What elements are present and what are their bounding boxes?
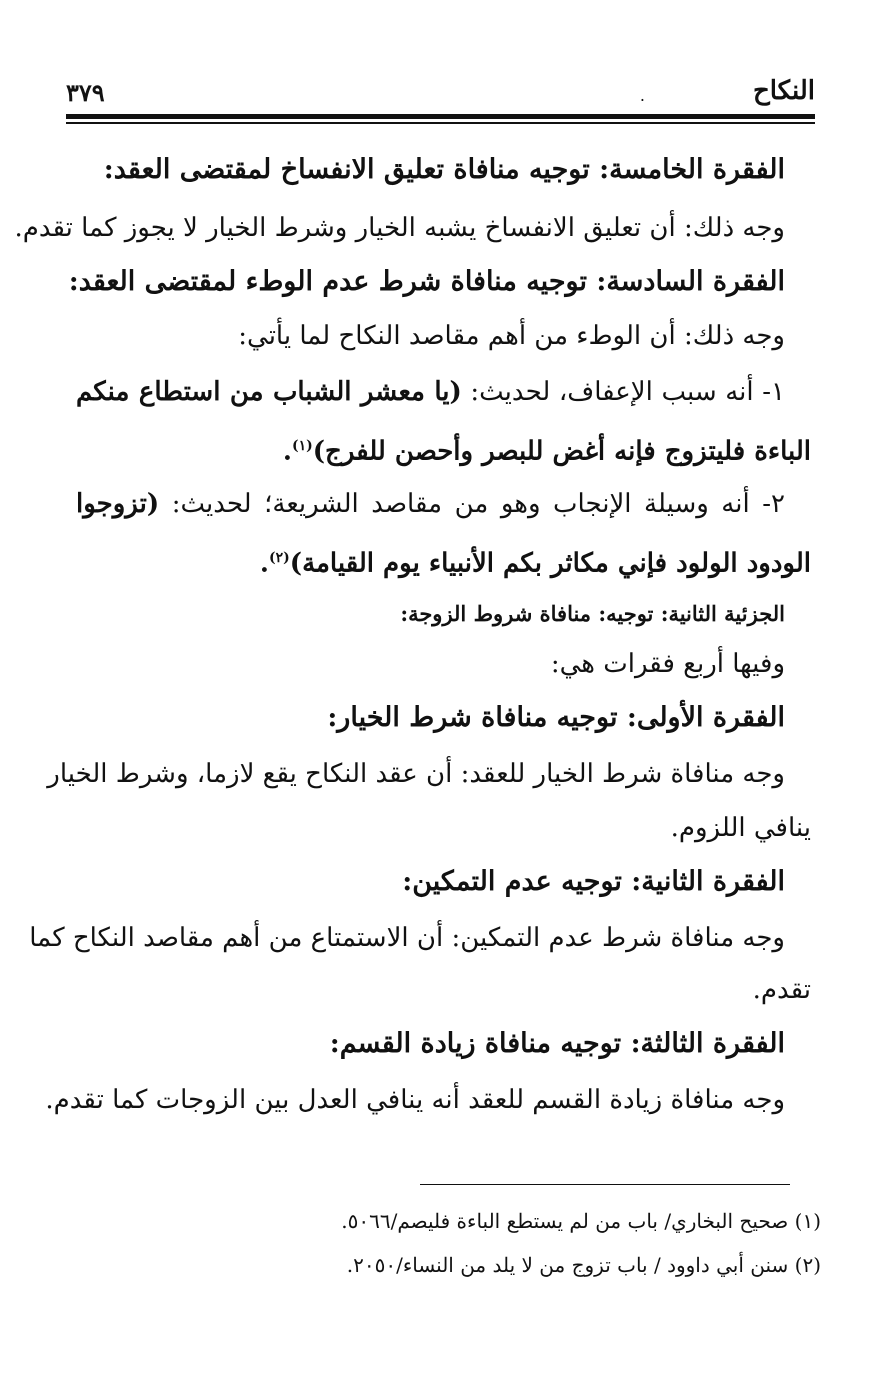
body-line: ينافي اللزوم. [670, 813, 811, 843]
body-line: وجه منافاة شرط الخيار للعقد: أن عقد النكاح يقع لازما، وشرط الخيار [47, 759, 785, 789]
heading-fifth-paragraph: الفقرة الخامسة: توجيه منافاة تعليق الانفساخ لمقتضى العقد: [103, 154, 785, 185]
period: . [282, 436, 292, 467]
footnote-ref-2[interactable]: (٢) [268, 550, 290, 566]
header-dot: . [639, 86, 645, 105]
body-line: وفيها أربع فقرات هي: [550, 649, 785, 679]
page-number: ٣٧٩ [66, 78, 105, 107]
list-item-1 [76, 372, 785, 412]
footnote-separator [420, 1184, 790, 1185]
list-item-2 [76, 484, 785, 524]
list-item-2-text: ٢- أنه وسيلة الإنجاب وهو من مقاصد الشريعة؛ لحديث: [171, 489, 785, 519]
footnote-1: (١) صحيح البخاري/ باب من لم يستطع الباءة فليصم/٥٠٦٦. [341, 1209, 821, 1233]
footnote-ref-1[interactable]: (١) [291, 438, 313, 454]
page-header [66, 76, 815, 112]
subsection-heading: الجزئية الثانية: توجيه: منافاة شروط الزوجة: [400, 601, 785, 626]
body-line: وجه منافاة زيادة القسم للعقد أنه ينافي العدل بين الزوجات كما تقدم. [45, 1085, 785, 1115]
hadith-text: الباءة فليتزوج فإنه أغض للبصر وأحصن للفرج) [312, 436, 811, 467]
running-title: النكاح [752, 76, 815, 106]
heading-first-paragraph: الفقرة الأولى: توجيه منافاة شرط الخيار: [327, 702, 785, 733]
hadith-quote: (يا معشر الشباب من استطاع منكم [76, 377, 462, 407]
body-line: وجه ذلك: أن الوطء من أهم مقاصد النكاح لما يأتي: [238, 321, 785, 351]
list-item-1-text: ١- أنه سبب الإعفاف، لحديث: [470, 377, 785, 407]
heading-third-paragraph: الفقرة الثالثة: توجيه منافاة زيادة القسم: [329, 1028, 785, 1059]
hadith-continuation [260, 538, 811, 584]
body-line: وجه منافاة شرط عدم التمكين: أن الاستمتاع من أهم مقاصد النكاح كما [29, 923, 785, 953]
body-line: وجه ذلك: أن تعليق الانفساخ يشبه الخيار وشرط الخيار لا يجوز كما تقدم. [14, 213, 785, 243]
footnote-2: (٢) سنن أبي داوود / باب تزوج من لا يلد من النساء/٢٠٥٠. [346, 1253, 821, 1277]
heading-second-paragraph: الفقرة الثانية: توجيه عدم التمكين: [402, 866, 785, 897]
heading-sixth-paragraph: الفقرة السادسة: توجيه منافاة شرط عدم الوطء لمقتضى العقد: [68, 266, 785, 297]
header-rule-thick [66, 114, 815, 119]
hadith-quote: (تزوجوا [76, 489, 160, 519]
hadith-text: الودود الولود فإني مكاثر بكم الأنبياء يوم القيامة) [289, 548, 811, 579]
period: . [259, 548, 269, 579]
header-rule-thin [66, 122, 815, 124]
body-line: تقدم. [752, 975, 811, 1005]
hadith-continuation [283, 426, 811, 472]
